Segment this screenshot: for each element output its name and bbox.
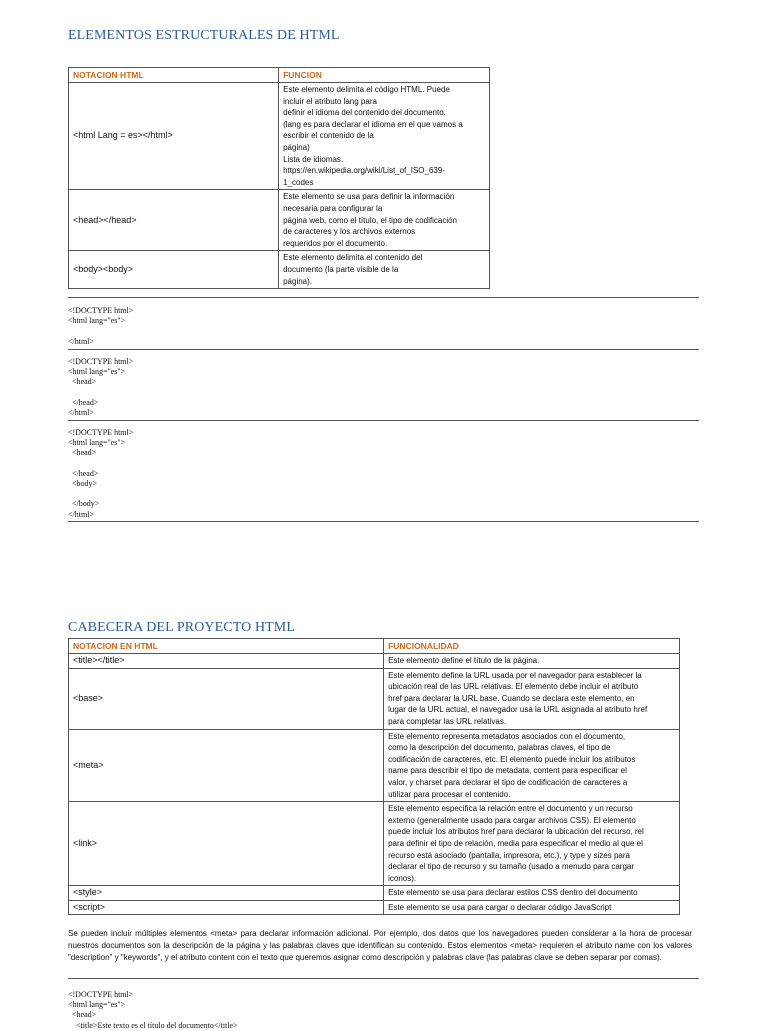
desc-line: iconos).	[388, 873, 417, 883]
divider	[68, 297, 699, 298]
column-header-notation: NOTACION EN HTML	[69, 639, 384, 654]
desc-line: Este elemento se usa para declarar estilos CSS dentro del documento	[388, 888, 638, 898]
desc-line: documento (la parte visible de la	[283, 265, 399, 275]
desc-line: href para declarar la URL base. Cuando se declara este elemento, en	[388, 693, 635, 703]
desc-line: definir el idioma del contenido del documento.	[283, 108, 446, 118]
code-block-3	[68, 428, 133, 520]
notation-cell: <title></title>	[69, 654, 384, 669]
desc-line: lugar de la URL actual, el navegador usa la URL asignada al atributo href	[388, 705, 648, 715]
desc-line: página)	[283, 142, 310, 152]
desc-line: externo (generalmente usado para cargar archivos CSS). El elemento	[388, 815, 636, 825]
code-line: </head>	[68, 468, 99, 478]
desc-line: declarar el tipo de recurso y su tamaño (usado a menudo para cargar	[388, 862, 635, 872]
desc-line: Este elemento se usa para cargar o declarar código JavaScript	[388, 902, 612, 912]
section-title-structural: ELEMENTOS ESTRUCTURALES DE HTML	[68, 28, 340, 43]
code-line: </html>	[68, 336, 94, 346]
code-line: </html>	[68, 407, 94, 417]
desc-line: incluir el atributo lang para	[283, 96, 377, 106]
code-line: <body>	[68, 478, 98, 488]
functionality-cell	[384, 802, 680, 886]
desc-line: Este elemento especifica la relación entre el documento y un recurso	[388, 804, 633, 814]
desc-line: utilizar para procesar el contenido.	[388, 789, 511, 799]
table-row	[69, 729, 680, 802]
function-cell	[279, 83, 490, 190]
desc-line: Este elemento delimita el código HTML. Puede	[283, 85, 450, 94]
desc-line: codificación de caracteres, etc. El elemento puede incluir los atributos	[388, 754, 636, 764]
code-line: </html>	[68, 509, 94, 519]
table-row	[69, 802, 680, 886]
desc-line: recurso está asociado (pantalla, impresora, etc.), y type y sizes para	[388, 850, 630, 860]
notation-cell: <body><body>	[69, 251, 279, 289]
notation-cell: <style>	[69, 886, 384, 901]
desc-line: página).	[283, 276, 313, 286]
code-line	[68, 459, 133, 469]
code-line: <head>	[68, 448, 97, 458]
divider	[68, 521, 699, 522]
code-line: </body>	[68, 499, 100, 509]
code-line: <head>	[68, 377, 97, 387]
header-elements-table	[68, 638, 680, 915]
desc-line: Este elemento delimita el contenido del	[283, 253, 423, 263]
desc-line: escribir el contenido de la	[283, 131, 374, 141]
notation-cell: <html Lang = es></html>	[69, 83, 279, 190]
notation-cell: <head></head>	[69, 190, 279, 251]
column-header-function: FUNCION	[279, 68, 490, 83]
code-line	[68, 388, 133, 398]
desc-line: página web, como el título, el tipo de codificación	[283, 215, 457, 225]
code-line: </head>	[68, 397, 99, 407]
functionality-cell	[384, 668, 680, 729]
notation-cell: <link>	[69, 802, 384, 886]
desc-line: para completar las URL relativas.	[388, 716, 507, 726]
code-line: <!DOCTYPE html>	[68, 357, 134, 366]
code-line: <!DOCTYPE html>	[68, 306, 134, 315]
code-line: <html lang="es">	[68, 367, 126, 377]
function-cell	[279, 251, 490, 289]
desc-line: name para describir el tipo de metadata, content para especificar el	[388, 766, 627, 776]
structural-elements-table	[68, 67, 490, 289]
desc-line: Este elemento define la URL usada por el navegador para establecer la	[388, 670, 642, 680]
table-row	[69, 900, 680, 915]
desc-line: como la descripción del documento, palabras claves, el tipo de	[388, 743, 611, 753]
column-header-functionality: FUNCIONALIDAD	[384, 639, 680, 654]
code-line: <html lang="es">	[68, 438, 126, 448]
code-line: <head>	[68, 1010, 97, 1020]
desc-line: puede incluir los atributos href para declarar la ubicación del recurso, rel	[388, 827, 644, 837]
code-block-1	[68, 306, 133, 347]
functionality-cell	[384, 886, 680, 901]
code-line: <html lang="es">	[68, 1000, 126, 1010]
code-line: <html lang="es">	[68, 316, 126, 326]
code-line: <!DOCTYPE html>	[68, 428, 134, 437]
divider	[68, 420, 699, 421]
table-row	[69, 668, 680, 729]
meta-explanation-paragraph: Se pueden incluir múltiples elementos <meta> para declarar información adicional. Por ejemplo, dos datos que los navegadores pueden considerar a la hora de procesar nuestros documentos son la descripción de la página y las palabras claves que identifican su contenido. Estos elementos <meta> requieren el atributo name con los valores "description" y "keywords", y el atributo content con el texto que queremos asignar como descripción y palabras clave (las palabras clave se deben separar por comas).	[68, 929, 692, 962]
table-header-row	[69, 639, 680, 654]
desc-line: valor, y charset para declarar el tipo de codificación de caracteres a	[388, 777, 628, 787]
desc-line: https://en.wikipedia.org/wiki/List_of_ISO_639-	[283, 166, 445, 176]
column-header-notation: NOTACION HTML	[69, 68, 279, 83]
desc-line: de caracteres y los archivos externos	[283, 227, 416, 237]
code-line: <title>Este texto es el título del documento</title>	[68, 1020, 238, 1030]
code-line	[68, 326, 133, 336]
desc-line: necesaria para configurar la	[283, 203, 383, 213]
code-block-2	[68, 357, 133, 418]
code-block-4	[68, 990, 238, 1031]
notation-cell: <base>	[69, 668, 384, 729]
divider	[68, 349, 699, 350]
desc-line: Este elemento representa metadatos asociados con el documento,	[388, 731, 626, 741]
desc-line: requeridos por el documento.	[283, 238, 388, 248]
function-cell	[279, 190, 490, 251]
section-title-header: CABECERA DEL PROYECTO HTML	[68, 620, 296, 635]
table-row	[69, 886, 680, 901]
table-row	[69, 190, 490, 251]
table-row	[69, 251, 490, 289]
functionality-cell	[384, 729, 680, 802]
notation-cell: <script>	[69, 900, 384, 915]
table-row	[69, 83, 490, 190]
desc-line: Lista de idiomas.	[283, 154, 344, 164]
desc-line: Este elemento se usa para definir la información	[283, 192, 455, 202]
table-header-row	[69, 68, 490, 83]
code-line: <!DOCTYPE html>	[68, 990, 134, 999]
desc-line: (lang es para declarar el idioma en el que vamos a	[283, 119, 463, 129]
desc-line: para definir el tipo de relación, media para especificar el medio al que el	[388, 838, 643, 848]
desc-line: Este elemento define el título de la página.	[388, 656, 540, 665]
functionality-cell	[384, 654, 680, 669]
functionality-cell	[384, 900, 680, 915]
code-line	[68, 489, 133, 499]
table-row	[69, 654, 680, 669]
desc-line: 1_codes	[283, 177, 314, 187]
desc-line: ubicación real de las URL relativas. El elemento debe incluir el atributo	[388, 682, 639, 692]
notation-cell: <meta>	[69, 729, 384, 802]
divider	[68, 978, 699, 979]
